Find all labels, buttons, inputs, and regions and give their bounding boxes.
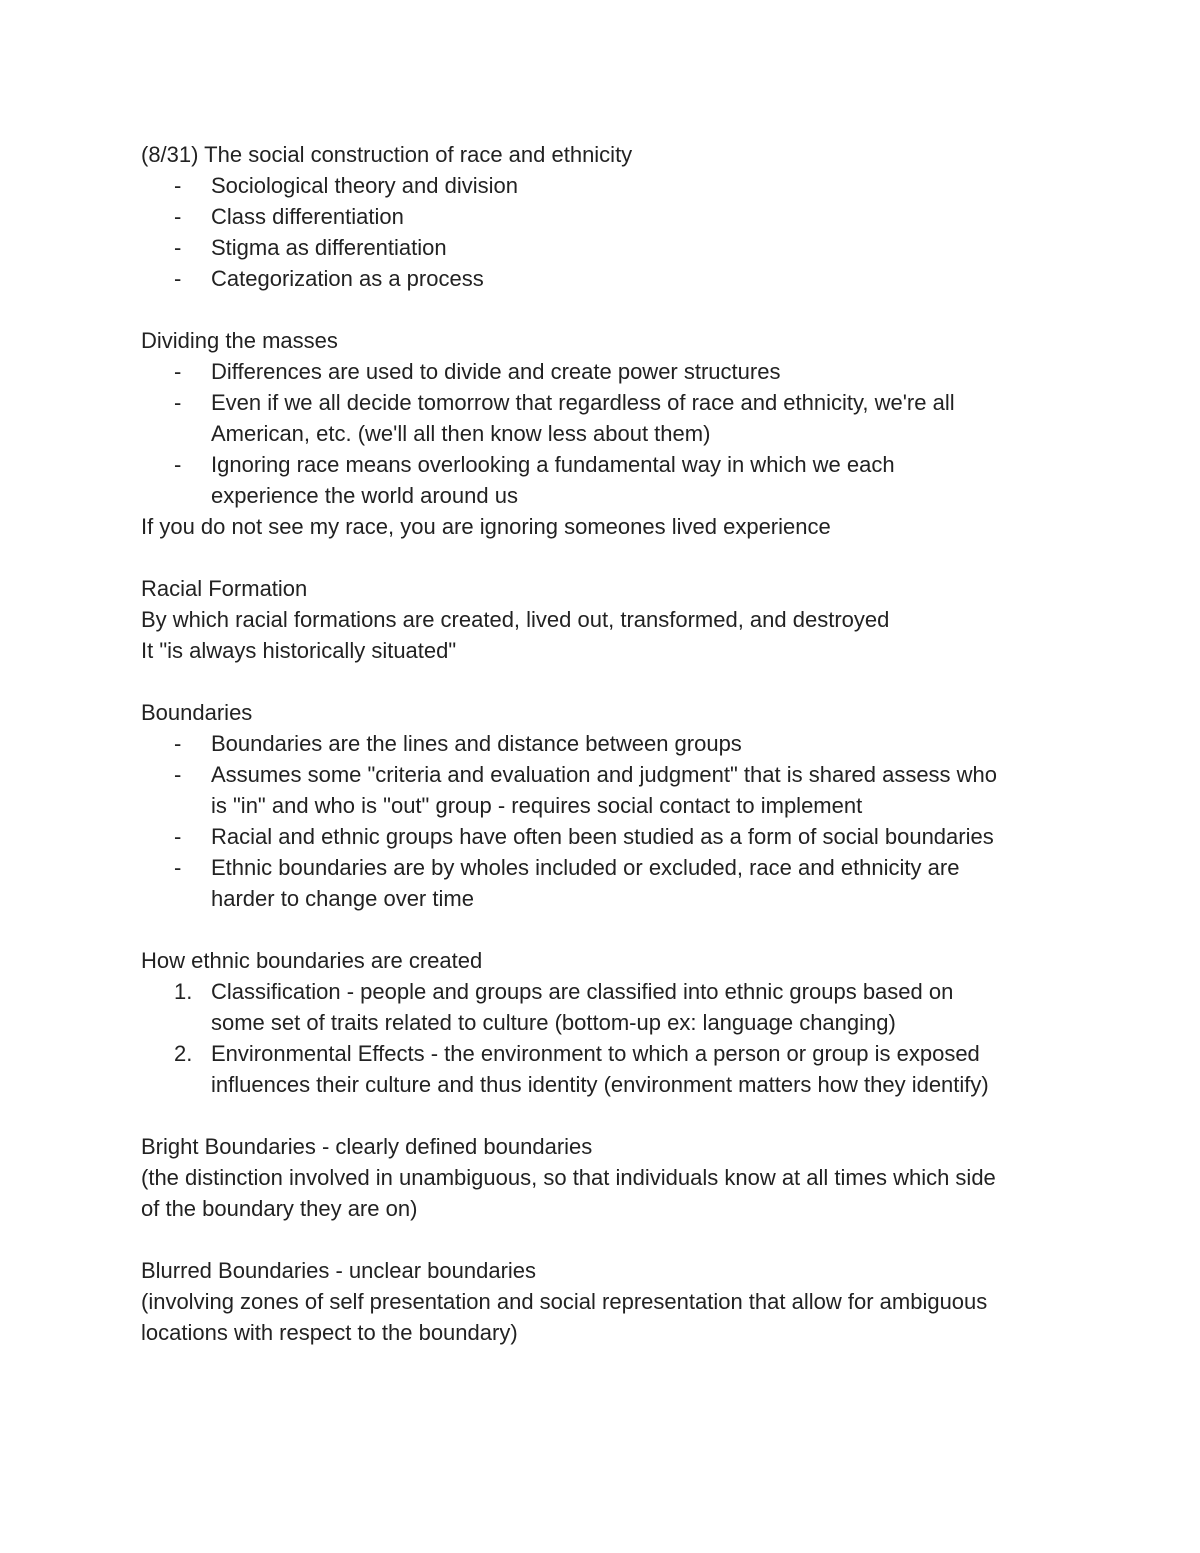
section-heading-boundaries: Boundaries [141, 700, 253, 725]
list-item-text: Ethnic boundaries are by wholes included or excluded, race and ethnicity are [211, 855, 960, 880]
list-item-text: Environmental Effects - the environment to which a person or group is exposed [211, 1041, 980, 1066]
spacer [141, 1100, 1080, 1131]
list-item-text: Differences are used to divide and create power structures [211, 359, 781, 384]
section-heading-racial-formation: Racial Formation [141, 576, 308, 601]
list-item-text-continued: American, etc. (we'll all then know less about them) [211, 421, 711, 446]
list-item [141, 201, 1080, 232]
bullet-dash: - [174, 235, 182, 260]
list-item-text: Categorization as a process [211, 266, 484, 291]
number-marker: 2. [174, 1041, 193, 1066]
spacer [141, 914, 1080, 945]
bullet-dash: - [174, 762, 182, 787]
bullet-dash: - [174, 266, 182, 291]
list-item [141, 263, 1080, 294]
paragraph: By which racial formations are created, lived out, transformed, and destroyed [141, 607, 890, 632]
list-item [141, 356, 1080, 387]
list-item-text: Assumes some "criteria and evaluation and judgment" that is shared assess who [211, 762, 998, 787]
paragraph: of the boundary they are on) [141, 1196, 418, 1221]
list-item [141, 387, 1080, 449]
spacer [141, 1224, 1080, 1255]
document-title: (8/31) The social construction of race and ethnicity [141, 142, 633, 167]
bullet-dash: - [174, 855, 182, 880]
numbered-item [141, 976, 1080, 1038]
list-item-text-continued: some set of traits related to culture (bottom-up ex: language changing) [211, 1010, 896, 1035]
number-marker: 1. [174, 979, 193, 1004]
bullet-dash: - [174, 390, 182, 415]
bullet-dash: - [174, 452, 182, 477]
list-item-text: Racial and ethnic groups have often been studied as a form of social boundaries [211, 824, 994, 849]
section-heading-blurred-boundaries: Blurred Boundaries - unclear boundaries [141, 1258, 537, 1283]
list-item [141, 232, 1080, 263]
list-item-text: Sociological theory and division [211, 173, 518, 198]
list-item [141, 852, 1080, 914]
list-item-text-continued: experience the world around us [211, 483, 518, 508]
list-item-text: Ignoring race means overlooking a fundamental way in which we each [211, 452, 895, 477]
spacer [141, 294, 1080, 325]
paragraph: (involving zones of self presentation and social representation that allow for ambiguous [141, 1289, 988, 1314]
section-heading-bright-boundaries: Bright Boundaries - clearly defined boundaries [141, 1134, 593, 1159]
list-item-text: Classification - people and groups are classified into ethnic groups based on [211, 979, 954, 1004]
bullet-dash: - [174, 359, 182, 384]
list-item [141, 759, 1080, 821]
bullet-dash: - [174, 824, 182, 849]
section-heading-ethnic-boundaries: How ethnic boundaries are created [141, 948, 483, 973]
paragraph: (the distinction involved in unambiguous, so that individuals know at all times which side [141, 1165, 996, 1190]
list-item-text-continued: is "in" and who is "out" group - requires social contact to implement [211, 793, 863, 818]
spacer [141, 542, 1080, 573]
list-item-text: Even if we all decide tomorrow that regardless of race and ethnicity, we're all [211, 390, 955, 415]
numbered-item [141, 1038, 1080, 1100]
list-item-text: Class differentiation [211, 204, 404, 229]
list-item [141, 821, 1080, 852]
list-item [141, 728, 1080, 759]
paragraph: If you do not see my race, you are ignoring someones lived experience [141, 514, 831, 539]
list-item-text-continued: harder to change over time [211, 886, 474, 911]
list-item [141, 449, 1080, 511]
list-item [141, 170, 1080, 201]
paragraph: It "is always historically situated" [141, 638, 457, 663]
spacer [141, 666, 1080, 697]
section-heading-dividing: Dividing the masses [141, 328, 338, 353]
bullet-dash: - [174, 173, 182, 198]
list-item-text-continued: influences their culture and thus identity (environment matters how they identify) [211, 1072, 989, 1097]
list-item-text: Boundaries are the lines and distance between groups [211, 731, 742, 756]
bullet-dash: - [174, 731, 182, 756]
list-item-text: Stigma as differentiation [211, 235, 447, 260]
bullet-dash: - [174, 204, 182, 229]
paragraph: locations with respect to the boundary) [141, 1320, 518, 1345]
